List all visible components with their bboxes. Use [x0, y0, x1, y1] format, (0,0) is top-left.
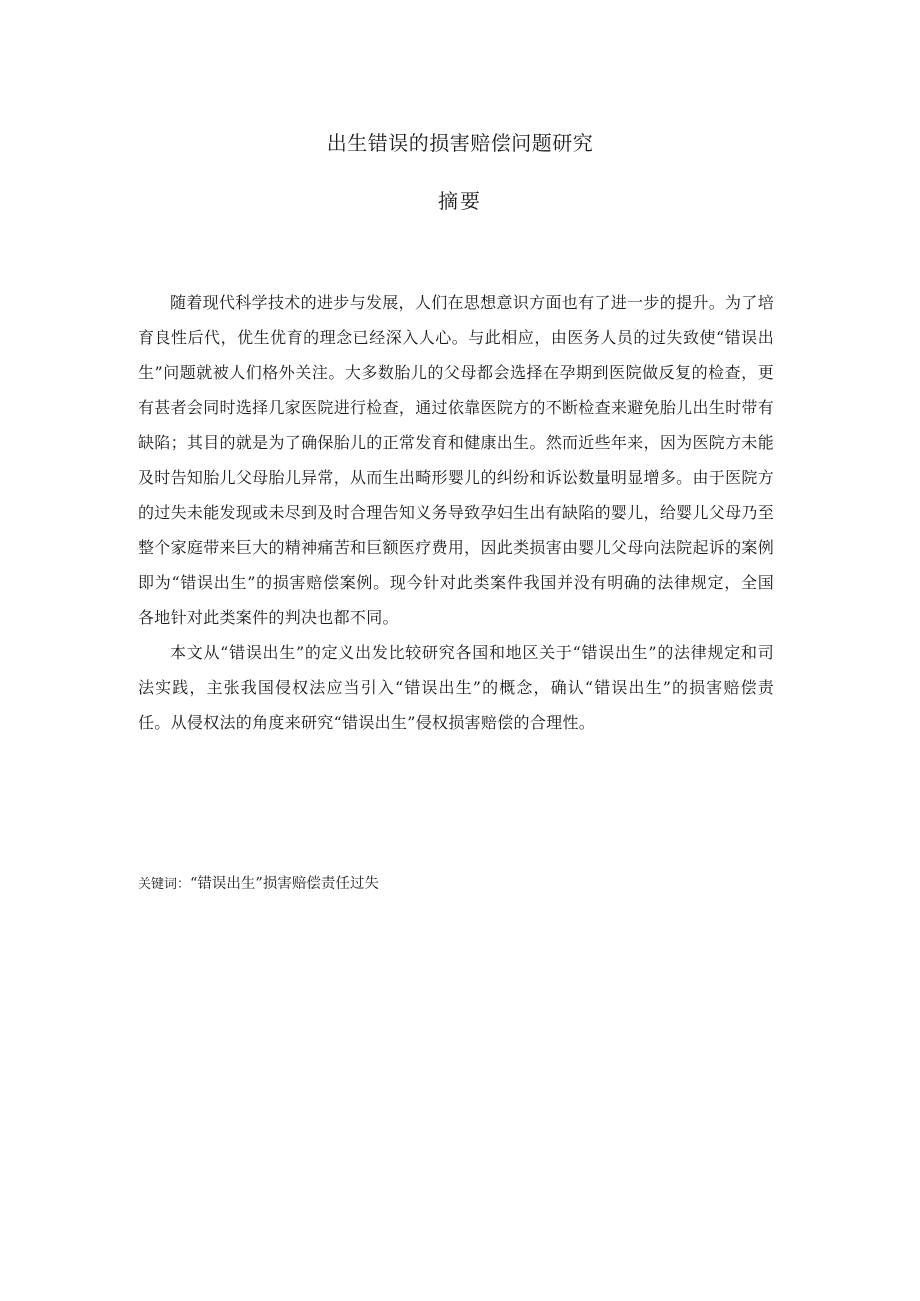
keywords-text: “错误出生”损害赔偿责任过失	[190, 876, 379, 892]
abstract-body	[138, 285, 774, 740]
keywords-label: 关键词：	[138, 877, 191, 892]
keywords-line	[138, 872, 774, 897]
document-title: 出生错误的损害赔偿问题研究	[326, 131, 594, 155]
abstract-paragraph-2: 本文从“错误出生”的定义出发比较研究各国和地区关于“错误出生”的法律规定和司法实践，主张我国侵权法应当引入“错误出生”的概念，确认“错误出生”的损害赔偿责任。从侵权法的角度来研究“错误出生”侵权损害赔偿的合理性。	[138, 643, 774, 732]
abstract-paragraph-1: 随着现代科学技术的进步与发展，人们在思想意识方面也有了进一步的提升。为了培育良性后代，优生优育的理念已经深入人心。与此相应，由医务人员的过失致使“错误出生”问题就被人们格外关注。大多数胎儿的父母都会选择在孕期到医院做反复的检查，更有甚者会同时选择几家医院进行检查，通过依靠医院方的不断检查来避免胎儿出生时带有缺陷；其目的就是为了确保胎儿的正常发育和健康出生。然而近些年来，因为医院方未能及时告知胎儿父母胎儿异常，从而生出畸形婴儿的纠纷和诉讼数量明显增多。由于医院方的过失未能发现或未尽到及时合理告知义务导致孕妇生出有缺陷的婴儿，给婴儿父母乃至整个家庭带来巨大的精神痛苦和巨额医疗费用，因此类损害由婴儿父母向法院起诉的案例即为“错误出生”的损害赔偿案例。现今针对此类案件我国并没有明确的法律规定，全国各地针对此类案件的判决也都不同。	[138, 293, 774, 627]
abstract-heading: 摘要	[438, 189, 482, 213]
